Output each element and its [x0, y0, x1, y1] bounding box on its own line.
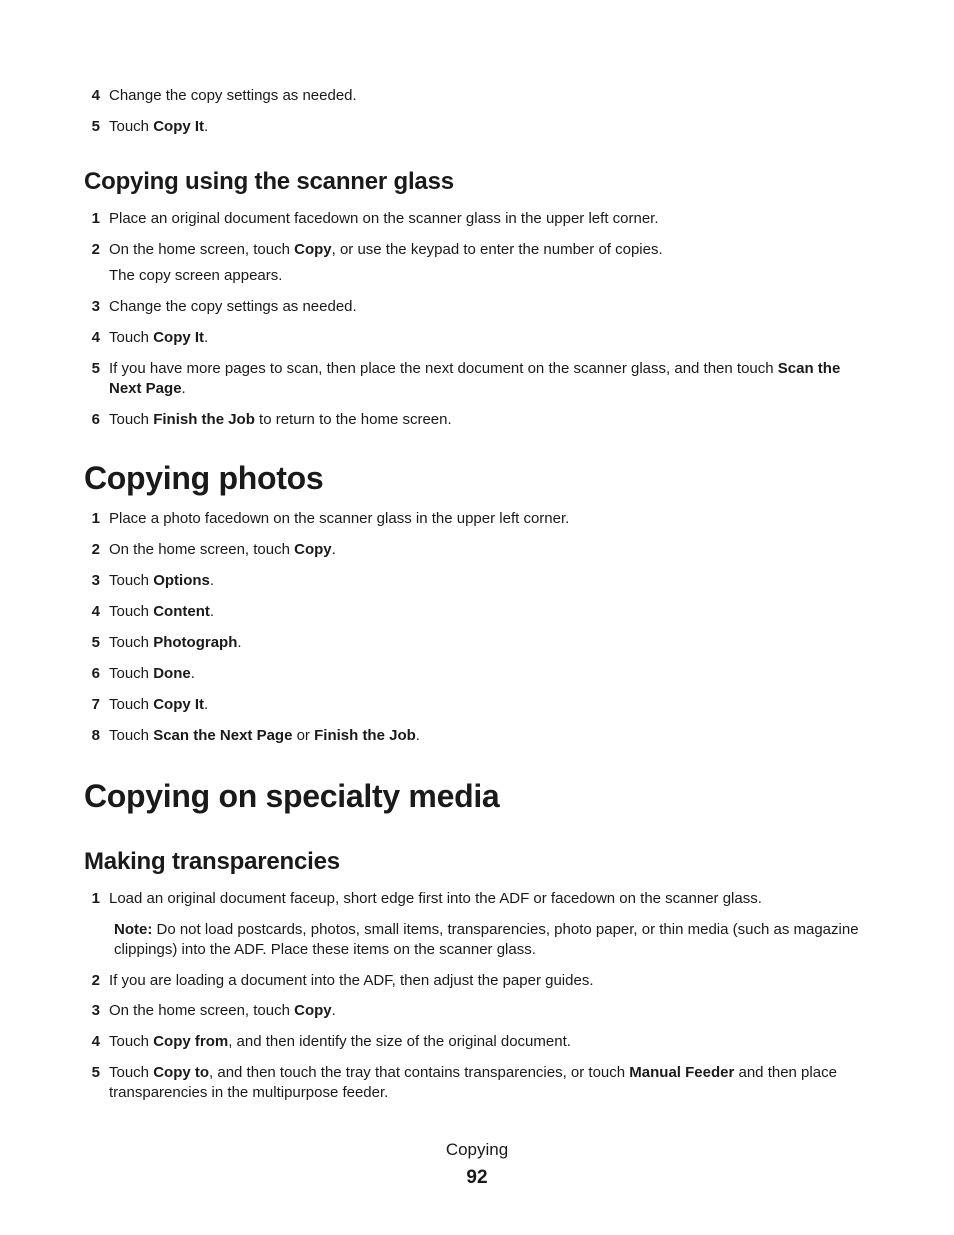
chapter-heading: Copying on specialty media: [84, 778, 500, 814]
step: [84, 240, 874, 260]
ui-term: Scan the Next Page: [153, 727, 293, 744]
ui-term: Copy It: [153, 329, 205, 346]
step-text: Touch Content.: [109, 603, 215, 620]
step-text: If you are loading a document into the ADF, then adjust the paper guides.: [109, 972, 594, 989]
step-text: Load an original document faceup, short edge first into the ADF or facedown on the scanner glass.: [109, 890, 762, 907]
ui-term: Copy: [294, 541, 332, 558]
step: [84, 509, 874, 529]
chapter-heading: Copying photos: [84, 460, 324, 496]
ui-term: Finish the Job: [153, 411, 255, 428]
step: [84, 633, 874, 653]
note: [114, 920, 874, 960]
step-number: 5: [91, 118, 100, 135]
step: [84, 328, 874, 348]
step-text: Change the copy settings as needed.: [109, 87, 357, 104]
step-text: Place a photo facedown on the scanner glass in the upper left corner.: [109, 510, 570, 527]
step-text: Touch Copy It.: [109, 329, 209, 346]
step-text: Touch Photograph.: [109, 634, 242, 651]
ui-term: Content: [153, 603, 210, 620]
step-number: 3: [91, 298, 100, 315]
step-number: 6: [91, 665, 100, 682]
step-number: 2: [91, 541, 100, 558]
step-number: 3: [91, 572, 100, 589]
step-number: 4: [91, 1033, 100, 1050]
page-number: 92: [466, 1167, 488, 1188]
step: [84, 889, 874, 909]
step-text: On the home screen, touch Copy.: [109, 541, 336, 558]
ui-term: Scan the Next Page: [109, 360, 841, 397]
section-heading: Making transparencies: [84, 848, 340, 875]
step-number: 7: [91, 696, 100, 713]
step-text: Touch Copy to, and then touch the tray that contains transparencies, or touch Manual Feeder and then place transparencies in the multipurpose feeder.: [109, 1064, 837, 1101]
ui-term: Copy: [294, 241, 332, 258]
ui-term: Copy to: [153, 1064, 210, 1081]
note-label: Note:: [114, 921, 153, 938]
step-text: On the home screen, touch Copy, or use the keypad to enter the number of copies.: [109, 241, 663, 258]
step: [84, 602, 874, 622]
ui-term: Copy: [294, 1002, 332, 1019]
step: [84, 86, 874, 106]
step-result-text: The copy screen appears.: [109, 267, 283, 284]
step-text: Change the copy settings as needed.: [109, 298, 357, 315]
section-heading: Copying using the scanner glass: [84, 168, 454, 195]
step: [84, 1063, 874, 1103]
step-number: 2: [91, 241, 100, 258]
ui-term: Copy from: [153, 1033, 229, 1050]
step: [84, 1032, 874, 1052]
ui-term: Options: [153, 572, 210, 589]
ui-term: Done: [153, 665, 191, 682]
step-text: Touch Copy It.: [109, 118, 209, 135]
step-text: On the home screen, touch Copy.: [109, 1002, 336, 1019]
step-number: 1: [91, 510, 100, 527]
step: [84, 664, 874, 684]
step-text: Touch Copy It.: [109, 696, 209, 713]
footer-section-label: Copying: [445, 1140, 509, 1159]
step-number: 8: [91, 727, 100, 744]
step: [84, 571, 874, 591]
step-number: 3: [91, 1002, 100, 1019]
step-number: 4: [91, 87, 100, 104]
step-number: 6: [91, 411, 100, 428]
note-text: Do not load postcards, photos, small items, transparencies, photo paper, or thin media (such as magazine clippings) into the ADF. Place these items on the scanner glass.: [114, 921, 859, 958]
step-number: 5: [91, 1064, 100, 1081]
ui-term: Copy It: [153, 696, 205, 713]
step: [84, 410, 874, 430]
ui-term: Copy It: [153, 118, 205, 135]
step: [84, 540, 874, 560]
step-text: Touch Done.: [109, 665, 195, 682]
step-number: 1: [91, 210, 100, 227]
step: [84, 971, 874, 991]
step-text: If you have more pages to scan, then place the next document on the scanner glass, and then touch Scan the Next Page.: [109, 360, 841, 397]
ui-term: Finish the Job: [314, 727, 416, 744]
step-text: Place an original document facedown on the scanner glass in the upper left corner.: [109, 210, 659, 227]
step-text: Touch Scan the Next Page or Finish the Job.: [109, 727, 420, 744]
step-text: Touch Options.: [109, 572, 215, 589]
ui-term: Manual Feeder: [629, 1064, 735, 1081]
step: [84, 695, 874, 715]
step-number: 2: [91, 972, 100, 989]
step-text: Touch Finish the Job to return to the home screen.: [109, 411, 452, 428]
step: [84, 359, 874, 399]
step: [84, 726, 874, 746]
step-number: 4: [91, 603, 100, 620]
step-number: 5: [91, 634, 100, 651]
step: [84, 117, 874, 137]
step: [84, 1001, 874, 1021]
ui-term: Photograph: [153, 634, 238, 651]
step-text: Touch Copy from, and then identify the size of the original document.: [109, 1033, 571, 1050]
step-number: 1: [91, 890, 100, 907]
step-number: 5: [91, 360, 100, 377]
step: [84, 209, 874, 229]
step: [84, 297, 874, 317]
step-number: 4: [91, 329, 100, 346]
